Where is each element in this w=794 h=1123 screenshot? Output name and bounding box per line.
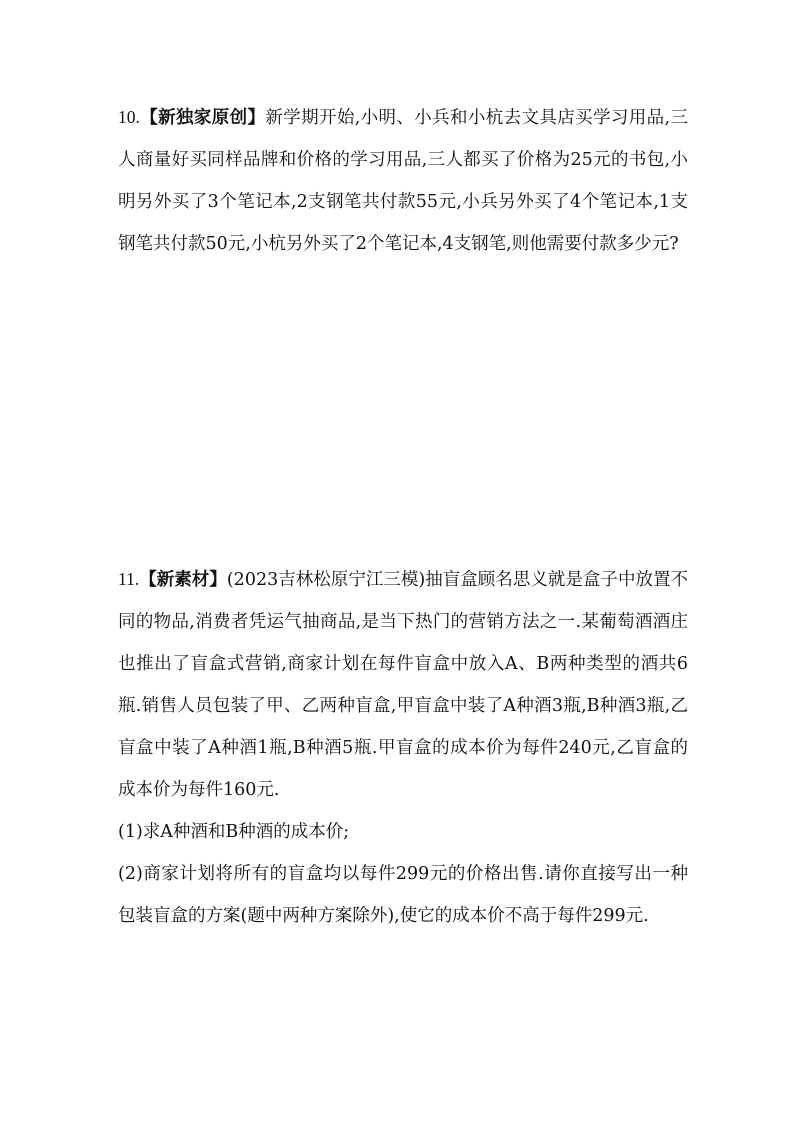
problem-11-part-1: (1)求A种酒和B种酒的成本价; (118, 822, 350, 842)
problem-10 (118, 96, 688, 265)
problem-11-part-2: (2)商家计划将所有的盲盒均以每件299元的价格出售.请你直接写出一种包装盲盒的方案(题中两种方案除外),使它的成本价不高于每件299元. (118, 864, 688, 926)
problem-10-tag: 【新独家原创】 (139, 108, 266, 128)
problem-10-number: 10. (118, 107, 140, 127)
problem-10-text: 新学期开始,小明、小兵和小杭去文具店买学习用品,三人商量好买同样品牌和价格的学习用品,三人都买了价格为25元的书包,小明另外买了3个笔记本,2支钢笔共付款55元,小兵另外买了4个笔记本,1支钢笔共付款50元,小杭另外买了2个笔记本,4支钢笔,则他需要付款多少元? (118, 108, 688, 254)
problem-11-number: 11. (118, 569, 140, 589)
problem-11-text: (2023吉林松原宁江三模)抽盲盒顾名思义就是盒子中放置不同的物品,消费者凭运气抽商品,是当下热门的营销方法之一.某葡萄酒酒庄也推出了盲盒式营销,商家计划在每件盲盒中放入A、B两种类型的酒共6瓶.销售人员包装了甲、乙两种盲盒,甲盲盒中装了A种酒3瓶,B种酒3瓶,乙盲盒中装了A种酒1瓶,B种酒5瓶.甲盲盒的成本价为每件240元,乙盲盒的成本价为每件160元. (118, 570, 688, 800)
problem-11-tag: 【新素材】 (139, 570, 227, 590)
problem-11 (118, 558, 688, 937)
